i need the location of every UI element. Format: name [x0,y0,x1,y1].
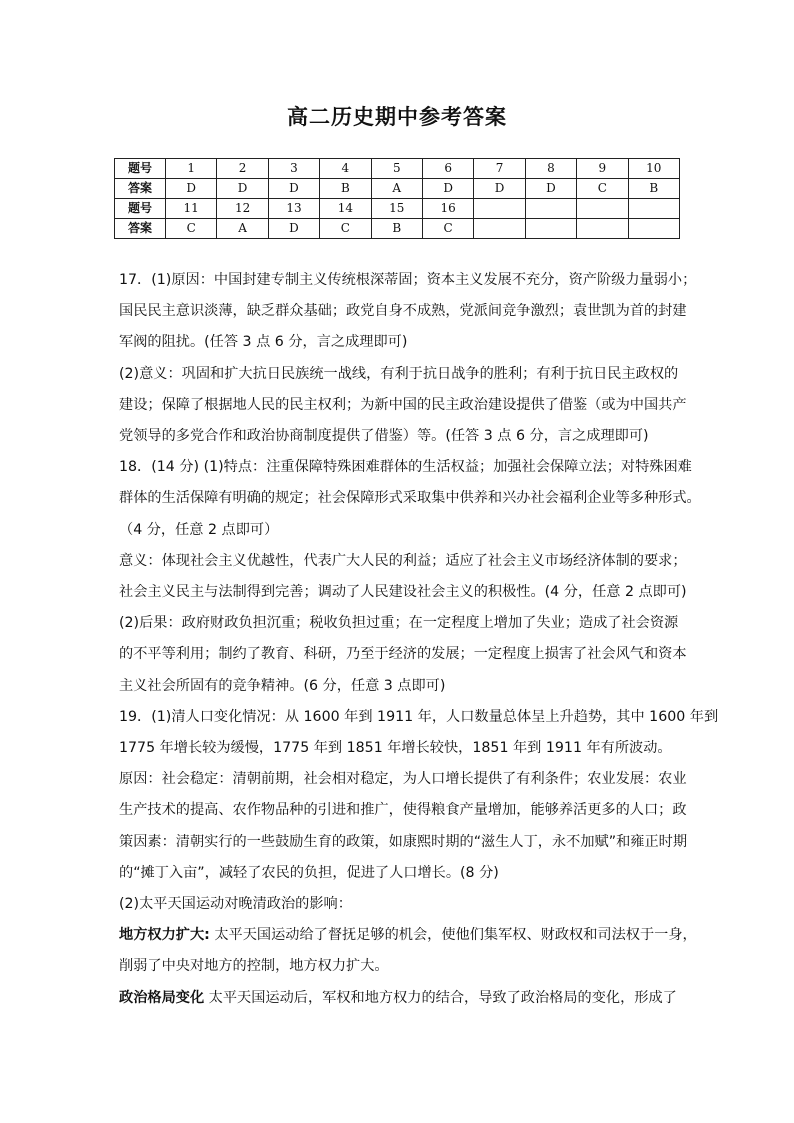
line-text: 群体的生活保障有明确的规定；社会保障形式采取集中供养和兴办社会福利企业等多种形式。 [119,490,701,507]
table-cell: 12 [217,199,268,219]
line-text: 17．(1)原因：中国封建专制主义传统根深蒂固；资本主义发展不充分，资产阶级力量弱小； [119,272,697,288]
text-line [119,671,689,702]
answer-table-body [115,159,680,239]
table-cell [628,199,679,219]
table-cell: 6 [422,159,473,179]
line-text: 的“摊丁入亩”，减轻了农民的负担，促进了人口增长。(8 分) [119,864,499,881]
table-cell [525,219,576,239]
line-text: 党领导的多党合作和政治协商制度提供了借鉴）等。(任答 3 点 6 分，言之成理即可) [119,428,649,445]
table-cell: D [217,179,268,199]
text-line [119,577,689,608]
table-cell: C [577,179,628,199]
table-cell: 10 [628,159,679,179]
table-cell: D [166,179,217,199]
line-text: 社会主义民主与法制得到完善；调动了人民建设社会主义的积极性。(4 分，任意 2 点即可) [119,584,687,601]
table-cell: B [371,219,422,239]
line-text: 主义社会所固有的竞争精神。(6 分，任意 3 点即可) [119,677,446,694]
table-cell: 5 [371,159,422,179]
text-line [119,983,689,1014]
line-text: 削弱了中央对地方的控制，地方权力扩大。 [119,958,389,975]
text-line [119,483,701,514]
table-cell: 9 [577,159,628,179]
line-text: 建设；保障了根据地人民的民主权利；为新中国的民主政治建设提供了借鉴（或为中国共产 [119,396,687,413]
line-text: 生产技术的提高、农作物品种的引进和推广，使得粮食产量增加，能够养活更多的人口；政 [119,802,687,819]
text-line [119,359,689,390]
text-line [119,265,697,296]
text-line [119,608,689,639]
row-header: 答案 [115,179,166,199]
text-line [119,920,697,951]
table-cell: B [628,179,679,199]
table-cell: C [320,219,371,239]
line-text: （4 分，任意 2 点即可） [119,521,279,538]
text-line [119,858,689,889]
line-text: 19．(1)清人口变化情况：从 1600 年到 1911 年，人口数量总体呈上升趋势，其中 1600 年到 [119,708,719,725]
table-cell: 14 [320,199,371,219]
table-cell: 3 [268,159,319,179]
table-cell: D [268,179,319,199]
text-line [119,764,689,795]
line-text: 太平天国运动后，军权和地方权力的结合，导致了政治格局的变化，形成了 [204,989,677,1006]
line-text: 意义：体现社会主义优越性，代表广大人民的利益；适应了社会主义市场经济体制的要求； [119,552,687,569]
table-cell [577,199,628,219]
text-line [119,327,689,358]
line-text: 的不平等利用；制约了教育、科研，乃至于经济的发展；一定程度上损害了社会风气和资本 [119,646,687,663]
text-line [119,795,689,826]
table-cell [525,199,576,219]
line-text: 策因素：清朝实行的一些鼓励生育的政策，如康熙时期的“滋生人丁，永不加赋”和雍正时期 [119,833,688,850]
table-cell: 7 [474,159,525,179]
text-line [119,515,689,546]
text-line [119,390,689,421]
table-cell: 2 [217,159,268,179]
table-cell: 15 [371,199,422,219]
line-text: (2)后果：政府财政负担沉重；税收负担过重；在一定程度上增加了失业；造成了社会资源 [119,615,679,632]
text-line [119,733,689,764]
table-cell: C [166,219,217,239]
table-cell: 16 [422,199,473,219]
table-cell [474,219,525,239]
table-cell: C [422,219,473,239]
line-text: 国民民主意识淡薄，缺乏群众基础；政党自身不成熟，党派间竞争激烈；袁世凯为首的封建 [119,303,687,320]
table-cell [628,219,679,239]
line-text: (2)意义：巩固和扩大抗日民族统一战线，有利于抗日战争的胜利；有利于抗日民主政权的 [119,365,679,382]
table-cell: 8 [525,159,576,179]
table-cell: D [422,179,473,199]
table-cell: D [474,179,525,199]
text-line [119,296,689,327]
line-text: 原因：社会稳定：清朝前期，社会相对稳定，为人口增长提供了有利条件；农业发展：农业 [119,771,687,788]
text-line [119,421,689,452]
table-cell [577,219,628,239]
bold-heading: 政治格局变化 [119,989,205,1006]
table-cell: 1 [166,159,217,179]
line-text: 18．(14 分) (1)特点：注重保障特殊困难群体的生活权益；加强社会保障立法；对特殊困难 [119,459,692,476]
row-header: 题号 [115,199,166,219]
text-line [119,702,719,733]
bold-heading: 地方权力扩大: [119,927,210,944]
page-title: 高二历史期中参考答案 [287,105,507,129]
text-line [119,452,692,483]
table-cell: B [320,179,371,199]
line-text: 军阀的阻扰。(任答 3 点 6 分，言之成理即可) [119,334,408,351]
answer-text [119,265,719,1014]
table-cell: D [268,219,319,239]
table-row [115,159,680,179]
text-line [119,546,689,577]
table-cell: D [525,179,576,199]
text-line [119,827,689,858]
line-text: (2)太平天国运动对晚清政治的影响： [119,896,352,913]
answer-table [114,158,680,239]
line-text: 1775 年增长较为缓慢，1775 年到 1851 年增长较快，1851 年到 1911 年有所波动。 [119,740,672,757]
table-cell: A [217,219,268,239]
table-row [115,199,680,219]
row-header: 题号 [115,159,166,179]
table-cell [474,199,525,219]
table-cell: 11 [166,199,217,219]
table-cell: 4 [320,159,371,179]
table-cell: A [371,179,422,199]
text-line [119,951,689,982]
text-line [119,889,689,920]
table-cell: 13 [268,199,319,219]
table-row [115,179,680,199]
table-row [115,219,680,239]
line-text: 太平天国运动给了督抚足够的机会，使他们集军权、财政权和司法权于一身， [209,927,697,944]
row-header: 答案 [115,219,166,239]
text-line [119,639,689,670]
